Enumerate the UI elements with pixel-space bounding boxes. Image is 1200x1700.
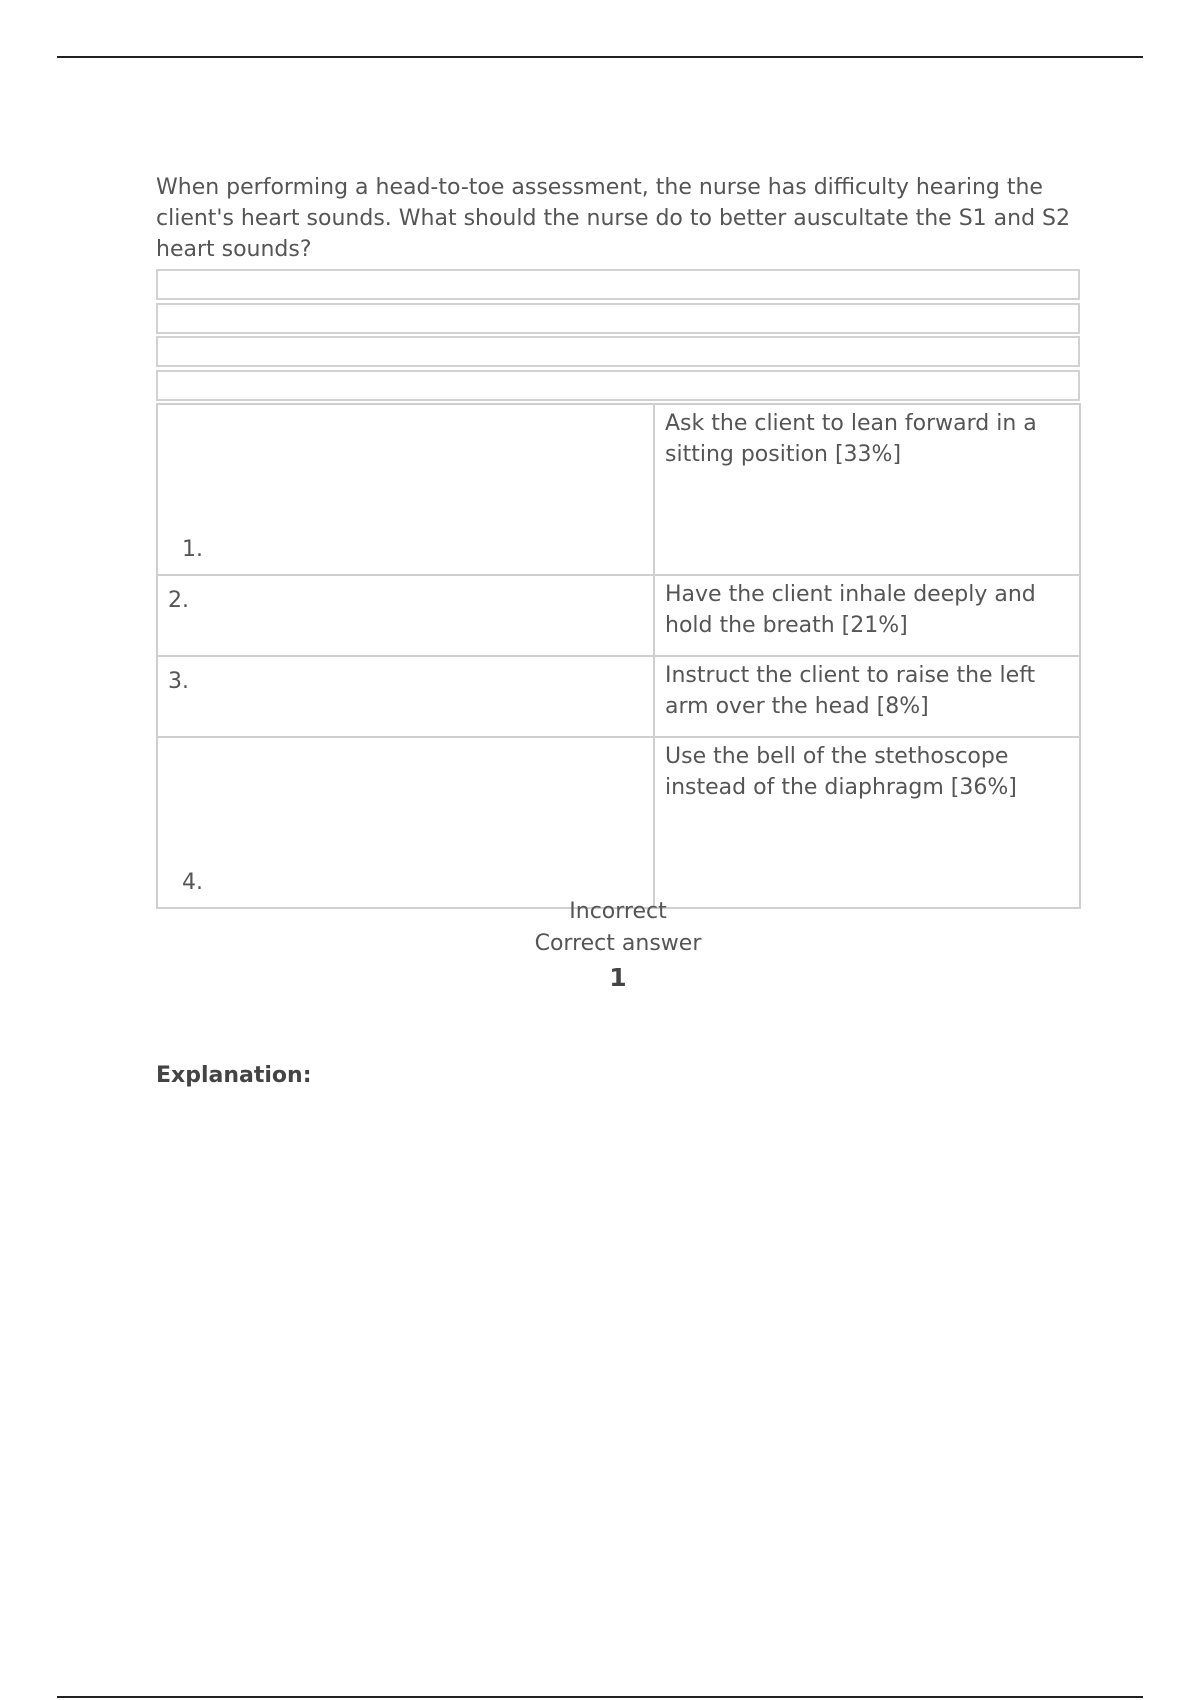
option-text: Use the bell of the stethoscope instead of the diaphragm [36%] [654,737,1080,908]
blank-row-4 [156,370,1080,401]
correct-answer-value: 1 [609,963,627,992]
option-text: Instruct the client to raise the left arm over the head [8%] [654,656,1080,737]
option-text: Ask the client to lean forward in a sitting position [33%] [654,404,1080,575]
explanation-heading: Explanation: [156,1063,312,1088]
option-row-3[interactable] [157,656,1080,737]
result-status: Incorrect [569,899,667,924]
option-number: 4. [157,737,654,908]
correct-answer-label: Correct answer [534,931,702,956]
question-text: When performing a head-to-toe assessment, the nurse has difficulty hearing the client's heart sounds. What should the nurse do to better auscultate the S1 and S2 heart sounds? [156,175,1070,262]
option-number: 1. [157,404,654,575]
option-number: 3. [157,656,654,737]
top-rule [57,56,1143,58]
option-text: Have the client inhale deeply and hold the breath [21%] [654,575,1080,656]
option-row-2[interactable] [157,575,1080,656]
option-row-1[interactable] [157,404,1080,575]
option-number: 2. [157,575,654,656]
blank-row-1 [156,269,1080,300]
answer-options-table [156,403,1081,909]
blank-row-3 [156,336,1080,367]
option-row-4[interactable] [157,737,1080,908]
blank-row-2 [156,303,1080,334]
bottom-rule [57,1696,1143,1698]
